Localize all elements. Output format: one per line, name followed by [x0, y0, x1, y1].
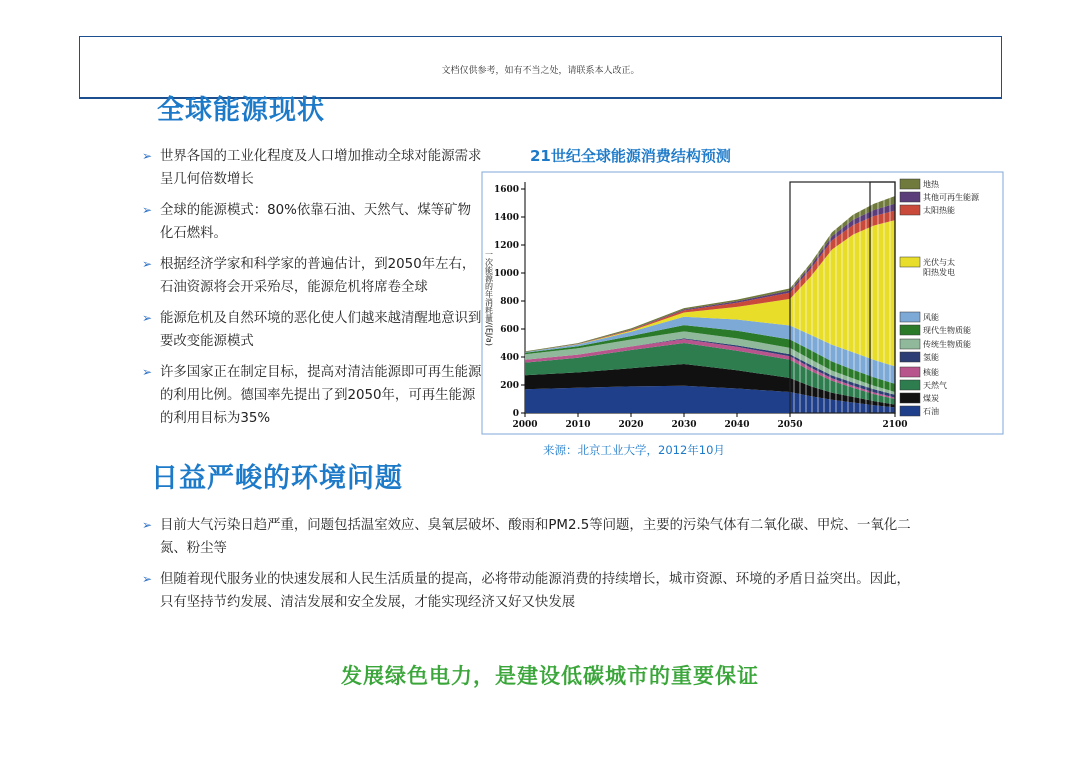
arrow-bullet-icon: ➢	[142, 311, 153, 325]
bullet-text: 世界各国的工业化程度及人口增加推动全球对能源需求呈几何倍数增长	[160, 149, 482, 187]
legend-swatch	[900, 257, 920, 267]
legend-swatch	[900, 179, 920, 189]
x-tick-label: 2000	[512, 420, 538, 430]
legend-swatch	[900, 205, 920, 215]
list-item	[142, 253, 482, 299]
chart-source: 来源：北京工业大学，2012年10月	[543, 443, 725, 457]
section-title-energy: 全球能源现状	[157, 95, 325, 126]
legend-swatch	[900, 380, 920, 390]
list-item	[142, 145, 482, 191]
y-tick-label: 1600	[493, 185, 519, 195]
list-item	[142, 568, 922, 614]
legend-swatch	[900, 325, 920, 335]
x-tick-label: 2040	[724, 420, 750, 430]
arrow-bullet-icon: ➢	[142, 203, 153, 217]
arrow-bullet-icon: ➢	[142, 257, 153, 271]
legend-swatch	[900, 367, 920, 377]
legend-label: 传统生物质能	[923, 340, 971, 349]
arrow-bullet-icon: ➢	[142, 518, 153, 532]
slogan: 发展绿色电力，是建设低碳城市的重要保证	[341, 664, 759, 688]
x-tick-label: 2100	[882, 420, 908, 430]
arrow-bullet-icon: ➢	[142, 572, 153, 586]
section-title-environment: 日益严峻的环境问题	[151, 463, 403, 494]
legend-label: 现代生物质能	[923, 326, 971, 335]
legend-label: 光伏与太阳热发电	[923, 258, 955, 277]
bullet-text: 目前大气污染日趋严重，问题包括温室效应、臭氧层破坏、酸雨和PM2.5等问题，主要的污染气体有二氧化碳、甲烷、一氧化二氮、粉尘等	[160, 518, 911, 556]
environment-bullet-list	[142, 514, 922, 622]
x-tick-label: 2030	[671, 420, 697, 430]
x-tick-label: 2050	[777, 420, 803, 430]
x-tick-label: 2020	[618, 420, 644, 430]
legend-label: 煤炭	[923, 394, 939, 403]
legend-label: 石油	[923, 407, 939, 416]
legend-swatch	[900, 393, 920, 403]
y-tick-label: 400	[500, 353, 519, 363]
y-tick-label: 1200	[493, 241, 519, 251]
y-tick-label: 800	[500, 297, 519, 307]
legend-label: 氢能	[923, 353, 939, 362]
bullet-text: 但随着现代服务业的快速发展和人民生活质量的提高，必将带动能源消费的持续增长，城市资源、环境的矛盾日益突出。因此，只有坚持节约发展、清洁发展和安全发展，才能实现经济又好又快发展	[160, 572, 910, 610]
legend-label: 风能	[923, 313, 939, 322]
legend-label: 地热	[923, 180, 939, 189]
legend-label: 天然气	[923, 381, 947, 390]
legend-swatch	[900, 339, 920, 349]
legend-label: 太阳热能	[923, 206, 955, 215]
legend-label: 核能	[923, 368, 939, 377]
legend-swatch	[900, 406, 920, 416]
legend-label: 其他可再生能源	[923, 193, 979, 202]
y-tick-label: 0	[512, 409, 519, 419]
bullet-text: 全球的能源模式：80%依靠石油、天然气、煤等矿物化石燃料。	[160, 203, 471, 241]
arrow-bullet-icon: ➢	[142, 365, 153, 379]
y-tick-label: 600	[500, 325, 519, 335]
energy-bullet-list	[142, 145, 482, 438]
header-note: 文档仅供参考，如有不当之处，请联系本人改正。	[441, 66, 640, 76]
y-tick-label: 1000	[493, 269, 519, 279]
list-item	[142, 514, 922, 560]
bullet-text: 许多国家正在制定目标，提高对清洁能源即可再生能源的利用比例。德国率先提出了到2050年，可再生能源的利用目标为35%	[160, 365, 482, 426]
legend-swatch	[900, 312, 920, 322]
list-item	[142, 199, 482, 245]
list-item	[142, 361, 482, 430]
y-tick-label: 1400	[493, 213, 519, 223]
bullet-text: 根据经济学家和科学家的普遍估计，到2050年左右，石油资源将会开采殆尽，能源危机将席卷全球	[160, 257, 476, 295]
y-axis-label: 一次能源的年消耗量/(EJ/a)	[484, 250, 494, 346]
y-tick-label: 200	[500, 381, 519, 391]
x-tick-label: 2010	[565, 420, 591, 430]
legend-swatch	[900, 192, 920, 202]
list-item	[142, 307, 482, 353]
legend-swatch	[900, 352, 920, 362]
bullet-text: 能源危机及自然环境的恶化使人们越来越清醒地意识到要改变能源模式	[160, 311, 482, 349]
energy-structure-chart	[480, 170, 1005, 436]
chart-title: 21世纪全球能源消费结构预测	[530, 147, 731, 165]
arrow-bullet-icon: ➢	[142, 149, 153, 163]
